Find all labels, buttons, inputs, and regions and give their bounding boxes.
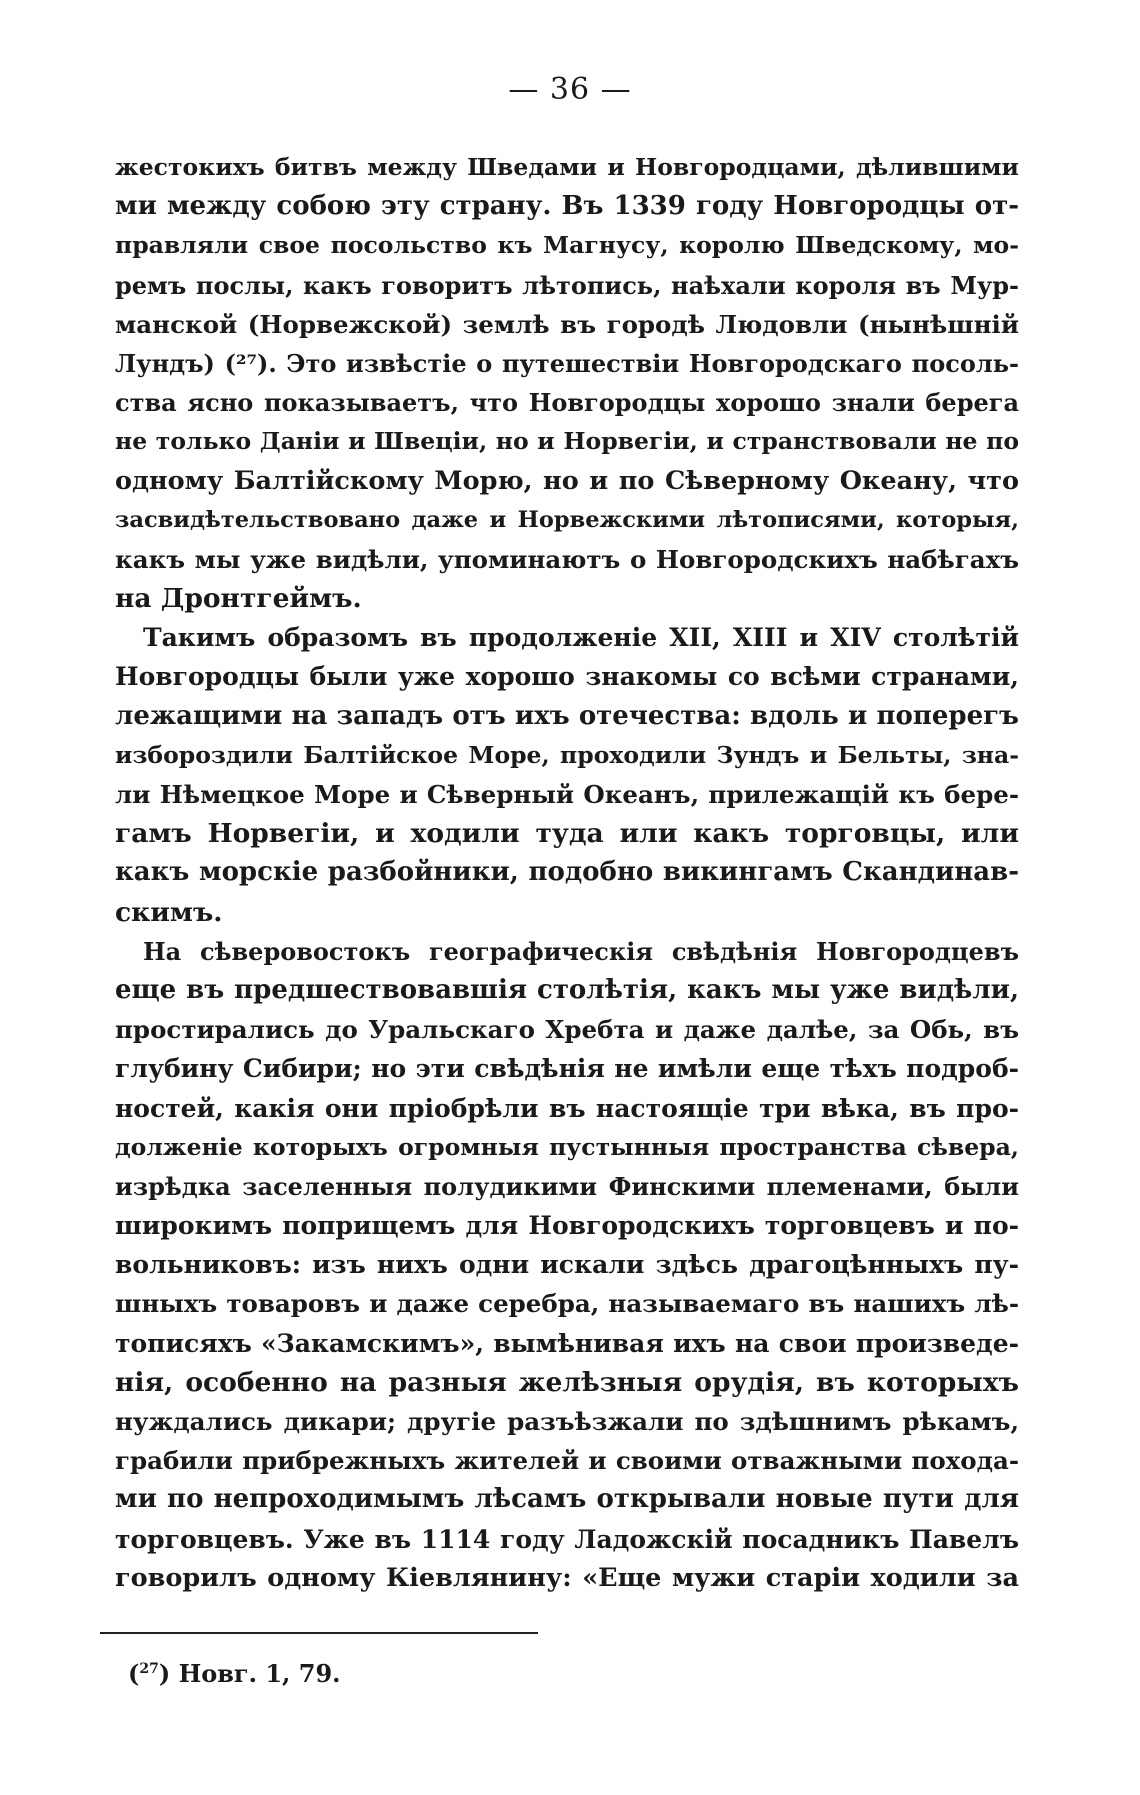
text-line: скимъ.	[115, 896, 223, 928]
text-line: какъ морскіе разбойники, подобно викингамъ Скандинав-	[115, 857, 1019, 888]
text-line: На сѣверовостокъ географическія свѣдѣнія Новгородцевъ	[143, 936, 1019, 966]
text-line: изрѣдка заселенныя полудикими Финскими племенами, были	[115, 1171, 1019, 1201]
text-line: засвидѣтельствовано даже и Норвежскими лѣтописями, которыя,	[115, 506, 1019, 533]
text-line: ностей, какія они пріобрѣли въ настоящіе три вѣка, въ про-	[115, 1093, 1019, 1123]
footnote: ($^{27}$) Новг. 1, 79.	[128, 1659, 341, 1688]
text-line: шныхъ товаровъ и даже серебра, называемаго въ нашихъ лѣ-	[115, 1289, 1019, 1319]
text-line: широкимъ поприщемъ для Новгородскихъ торговцевъ и по-	[115, 1211, 1019, 1241]
text-line: нуждались дикари; другіе разъѣзжали по здѣшнимъ рѣкамъ,	[115, 1407, 1019, 1436]
text-line: Лундъ) (²⁷). Это извѣстіе о путешествіи Новгородскаго посоль-	[115, 348, 1019, 378]
text-line: грабили прибрежныхъ жителей и своими отважными похода-	[115, 1446, 1019, 1476]
text-line: избороздили Балтійское Море, проходили Зундъ и Бельты, зна-	[115, 740, 1019, 769]
text-line: ми по непроходимымъ лѣсамъ открывали новые пути для	[115, 1484, 1019, 1515]
text-line: торговцевъ. Уже въ 1114 году Ладожскій посадникъ Павелъ	[115, 1524, 1019, 1554]
body-text	[115, 148, 1019, 1598]
text-line: Новгородцы были уже хорошо знакомы со всѣми странами,	[115, 662, 1019, 692]
text-line: правляли свое посольство къ Магнусу, королю Шведскому, мо-	[115, 231, 1019, 260]
text-line: глубину Сибири; но эти свѣдѣнія не имѣли еще тѣхъ подроб-	[115, 1054, 1019, 1084]
footnote-text: Новг. 1, 79.	[178, 1659, 341, 1688]
page-number: — 36 —	[508, 72, 632, 107]
text-line: жестокихъ битвъ между Шведами и Новгородцами, дѣлившими	[115, 153, 1019, 181]
text-line: ми между собою эту страну. Въ 1339 году Новгородцы от-	[115, 191, 1019, 222]
text-line: долженіе которыхъ огромныя пустынныя пространства сѣвера,	[115, 1132, 1019, 1161]
text-line: говорилъ одному Кіевлянину: «Еще мужи старіи ходили за	[115, 1562, 1019, 1593]
text-line: гамъ Норвегіи, и ходили туда или какъ торговцы, или	[115, 818, 1019, 850]
text-line: ли Нѣмецкое Море и Сѣверный Океанъ, прилежащій къ бере-	[115, 780, 1019, 809]
text-line: тописяхъ «Закамскимъ», вымѣнивая ихъ на свои произведе-	[115, 1328, 1019, 1358]
text-line: манской (Норвежской) землѣ въ городѣ Людовли (нынѣшній	[115, 309, 1019, 339]
text-line: какъ мы уже видѣли, упоминаютъ о Новгородскихъ набѣгахъ	[115, 544, 1019, 574]
text-line: на Дронтгеймъ.	[115, 583, 362, 615]
footnote-marker: 27	[139, 1661, 159, 1677]
text-line: ремъ послы, какъ говоритъ лѣтопись, наѣхали короля въ Мур-	[115, 270, 1019, 300]
text-line: одному Балтійскому Морю, но и по Сѣверному Океану, что	[115, 465, 1019, 496]
text-line: еще въ предшествовавшія столѣтія, какъ мы уже видѣли,	[115, 974, 1019, 1005]
footnote-rule	[100, 1632, 538, 1634]
text-line: простирались до Уральскаго Хребта и даже далѣе, за Обь, въ	[115, 1015, 1019, 1045]
text-line: лежащими на западъ отъ ихъ отечества: вдоль и поперегъ	[115, 700, 1019, 731]
text-line: Такимъ образомъ въ продолженіе XII, XIII и XIV столѣтій	[143, 623, 1019, 653]
text-line: нія, особенно на разныя желѣзныя орудія, въ которыхъ	[115, 1366, 1019, 1398]
text-line: ства ясно показываетъ, что Новгородцы хорошо знали берега	[115, 388, 1019, 418]
text-line: не только Даніи и Швеціи, но и Норвегіи, и странствовали не по	[115, 427, 1019, 456]
text-line: вольниковъ: изъ нихъ одни искали здѣсь драгоцѣнныхъ пу-	[115, 1250, 1019, 1280]
